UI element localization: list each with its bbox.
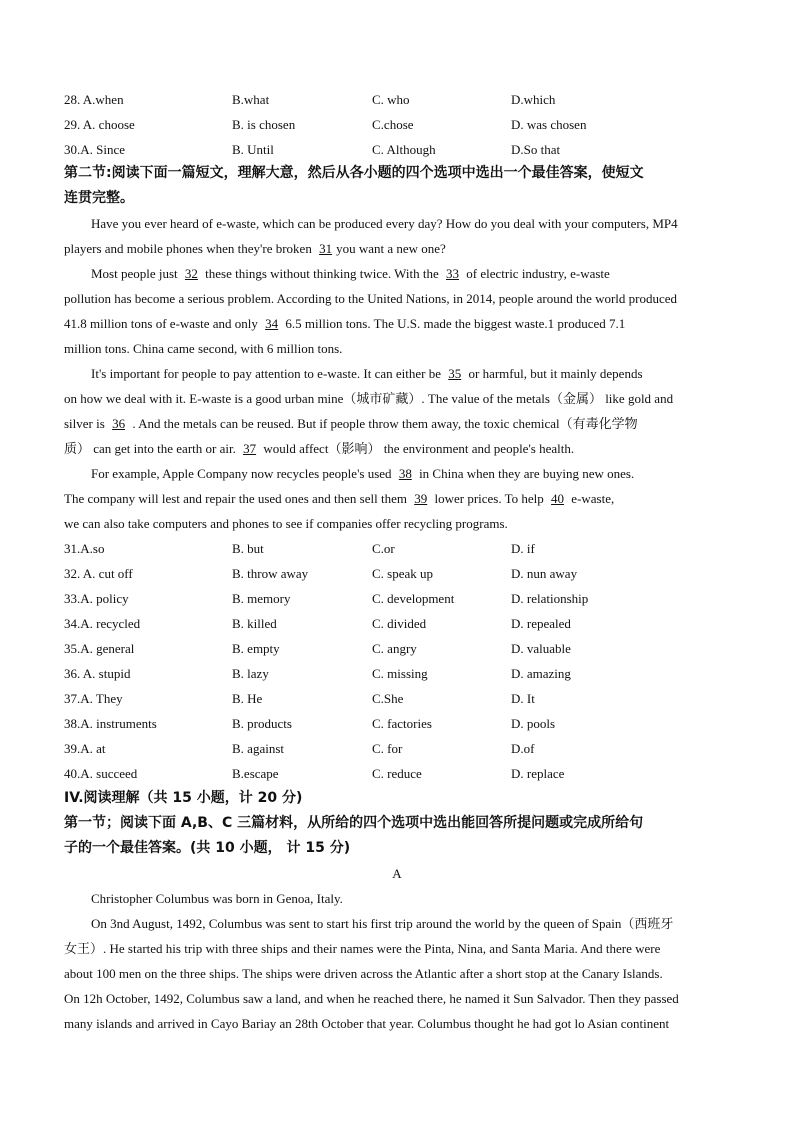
blank-40: 40 (551, 491, 565, 506)
question-33 (64, 586, 744, 611)
option-a: 32. A. cut off (64, 566, 133, 581)
option-a: 39.A. at (64, 741, 106, 756)
option-c: C. angry (372, 641, 417, 656)
option-d: D.of (511, 741, 535, 756)
passage-line: Have you ever heard of e-waste, which can be produced every day? How do you deal with your computers, MP4 (91, 216, 678, 231)
passage-line: pollution has become a serious problem. According to the United Nations, in 2014, people around the world produced (64, 291, 678, 306)
passage-line: It's important for people to pay attention to e-waste. It can either be 35 or harmful, but it mainly depends (91, 366, 643, 381)
option-c: C. who (372, 92, 410, 107)
option-b: B. Until (232, 142, 274, 157)
option-d: D. replace (511, 766, 565, 781)
option-b: B. throw away (232, 566, 309, 581)
option-a: 30.A. Since (64, 142, 126, 157)
blank-39: 39 (414, 491, 428, 506)
option-c: C. development (372, 591, 455, 606)
question-38 (64, 711, 744, 736)
passage-a-label: A (392, 866, 402, 881)
option-a: 40.A. succeed (64, 766, 138, 781)
option-c: C. for (372, 741, 403, 756)
passage-a-line: Christopher Columbus was born in Genoa, Italy. (91, 891, 343, 906)
section2-heading-line2: 连贯完整。 (64, 190, 134, 206)
question-37 (64, 686, 744, 711)
passage-line: 质） can get into the earth or air. 37 would affect（影响） the environment and people's health. (64, 441, 575, 456)
option-d: D. amazing (511, 666, 571, 681)
blank-37: 37 (243, 441, 257, 456)
section1-heading-line2: 子的一个最佳答案。(共 10 小题， 计 15 分) (64, 840, 351, 856)
option-b: B. He (232, 691, 263, 706)
passage-a-line: many islands and arrived in Cayo Bariay an 28th October that year. Columbus thought he had got lo Asian continent (64, 1016, 670, 1031)
option-c: C. reduce (372, 766, 422, 781)
option-a: 37.A. They (64, 691, 123, 706)
passage-line: million tons. China came second, with 6 million tons. (64, 341, 343, 356)
passage-a-line: 女王）. He started his trip with three ships and their names were the Pinta, Nina, and Santa Maria. And there were (64, 941, 661, 956)
blank-36: 36 (112, 416, 126, 431)
option-d: D.So that (511, 142, 561, 157)
passage-line: players and mobile phones when they're broken 31 you want a new one? (64, 241, 446, 256)
passage-a-line: On 3nd August, 1492, Columbus was sent to start his first trip around the world by the queen of Spain（西班牙 (91, 916, 674, 931)
option-d: D. relationship (511, 591, 589, 606)
option-b: B. empty (232, 641, 280, 656)
question-35 (64, 636, 744, 661)
option-a: 31.A.so (64, 541, 105, 556)
option-c: C.She (372, 691, 404, 706)
option-b: B. against (232, 741, 284, 756)
passage-line: we can also take computers and phones to see if companies offer recycling programs. (64, 516, 508, 531)
passage-a-line: about 100 men on the three ships. The ships were driven across the Atlantic after a short stop at the Canary Islands. (64, 966, 663, 981)
option-b: B. products (232, 716, 292, 731)
option-d: D. was chosen (511, 117, 587, 132)
question-28 (64, 87, 744, 112)
blank-35: 35 (448, 366, 462, 381)
option-c: C. divided (372, 616, 427, 631)
option-b: B. killed (232, 616, 277, 631)
passage-line: on how we deal with it. E-waste is a good urban mine（城市矿藏）. The value of the metals（金属） like gold and (64, 391, 674, 406)
option-a: 29. A. choose (64, 117, 135, 132)
option-a: 34.A. recycled (64, 616, 141, 631)
passage-line: Most people just 32 these things without thinking twice. With the 33 of electric industry, e-waste (91, 266, 610, 281)
option-d: D. if (511, 541, 535, 556)
blank-38: 38 (398, 466, 412, 481)
passage-line: For example, Apple Company now recycles people's used 38 in China when they are buying new ones. (91, 466, 635, 481)
passage-a-line: On 12h October, 1492, Columbus saw a land, and when he reached there, he named it Sun Salvador. Then they passed (64, 991, 679, 1006)
option-d: D. valuable (511, 641, 571, 656)
option-c: C. factories (372, 716, 432, 731)
passage-line: 41.8 million tons of e-waste and only 34 6.5 million tons. The U.S. made the biggest waste.1 produced 7.1 (64, 316, 626, 331)
option-d: D.which (511, 92, 556, 107)
question-31 (64, 536, 744, 561)
option-b: B. but (232, 541, 264, 556)
blank-33: 33 (446, 266, 459, 281)
option-c: C. Although (372, 142, 436, 157)
section1-heading-line1: 第一节；阅读下面 A,B、C 三篇材料，从所给的四个选项中选出能回答所提问题或完成所给句 (64, 815, 644, 831)
question-34 (64, 611, 744, 636)
question-30 (64, 137, 744, 162)
passage-line: The company will lest and repair the used ones and then sell them 39 lower prices. To help 40 e-waste, (64, 491, 615, 506)
blank-34: 34 (265, 316, 279, 331)
option-b: B. is chosen (232, 117, 296, 132)
question-39 (64, 736, 744, 761)
question-40 (64, 761, 744, 786)
option-d: D. It (511, 691, 535, 706)
option-c: C.chose (372, 117, 414, 132)
option-c: C. missing (372, 666, 428, 681)
option-b: B. lazy (232, 666, 269, 681)
option-d: D. nun away (511, 566, 578, 581)
option-b: B. memory (232, 591, 291, 606)
blank-31: 31 (319, 241, 333, 256)
option-c: C.or (372, 541, 395, 556)
option-a: 36. A. stupid (64, 666, 131, 681)
blank-32: 32 (184, 266, 198, 281)
question-36 (64, 661, 744, 686)
question-32 (64, 561, 744, 586)
option-a: 28. A.when (64, 92, 124, 107)
option-a: 35.A. general (64, 641, 135, 656)
option-c: C. speak up (372, 566, 434, 581)
option-b: B.escape (232, 766, 279, 781)
option-b: B.what (232, 92, 270, 107)
part4-heading: IV.阅读理解（共 15 小题，计 20 分) (64, 790, 303, 806)
section2-heading-line1: 第二节:阅读下面一篇短文，理解大意，然后从各小题的四个选项中选出一个最佳答案，使短文 (64, 165, 644, 181)
option-d: D. repealed (511, 616, 571, 631)
option-d: D. pools (511, 716, 556, 731)
passage-line: silver is 36 . And the metals can be reused. But if people throw them away, the toxic chemical（有毒化学物 (64, 416, 638, 431)
option-a: 33.A. policy (64, 591, 129, 606)
option-a: 38.A. instruments (64, 716, 157, 731)
question-29 (64, 112, 744, 137)
